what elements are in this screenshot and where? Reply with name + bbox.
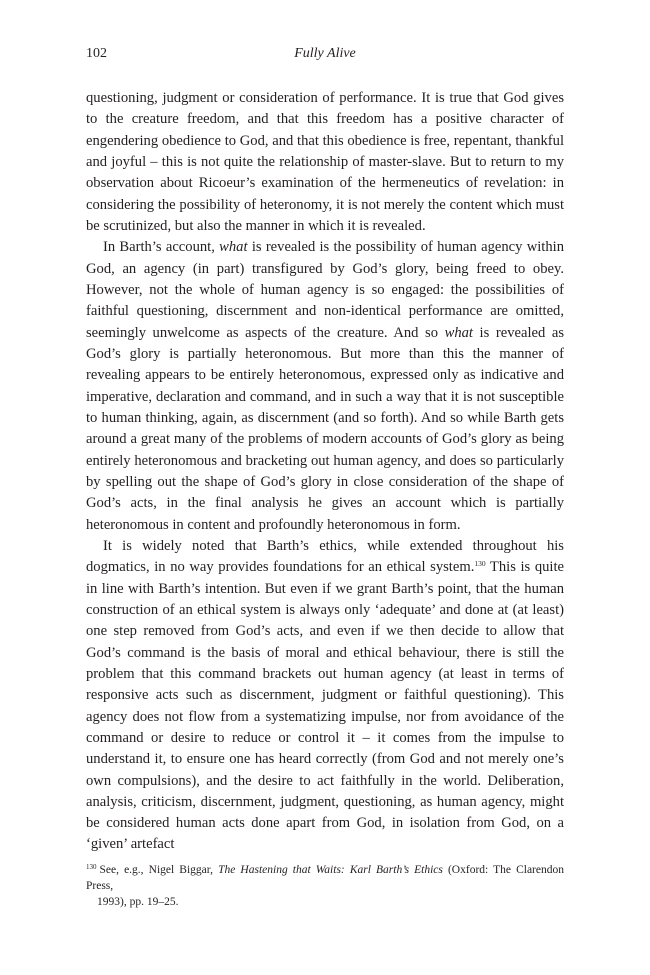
emphasis-what: what bbox=[444, 324, 473, 341]
paragraph-3-text-b: This is quite in line with Barth’s intention. But even if we grant Barth’s point, that the human construction of an ethical system is always only ‘adequate’ and done at (at least) one step removed from God’s acts, and even if we then decide to allow that God’s command is the basis of moral and ethical behaviour, there is still the problem that this command brackets out human agency (at least in terms of responsive acts such as discernment, judgment or faithful questioning). This agency does not flow from a systematizing impulse, nor from avoidance of the command or desire to reduce or control it – it comes from the impulse to understand it, to ensure one has heard correctly (from God and not merely one’s own compulsions), and the desire to act faithfully in the world. Deliberation, analysis, criticism, discernment, judgment, questioning, as human agency, might be considered human acts done apart from God, in isolation from God, on a ‘given’ artefact bbox=[86, 559, 564, 853]
paragraph-2-text-b: is revealed is the possibility of human agency within God, an agency (in part) transfigured by God’s glory, being freed to obey. However, not the whole of human agency is so engaged: the possibilities of faithful questioning, discernment and non-identical performance are omitted, seemingly unwelcome as aspects of the creature. And so bbox=[86, 239, 564, 341]
paragraph-2-text-c: is revealed as God’s glory is partially heteronomous. But more than this the manner of revealing appears to be entirely heteronomous, expressed only as indicative and imperative, declaration and command, and in such a way that it is not susceptible to human thinking, again, as discernment (and so forth). And so while Barth gets around a great many of the problems of modern accounts of God’s glory as being entirely heteronomous and bracketing out human agency, and does so particularly by spelling out the shape of God’s glory in close consideration of the shape of God’s acts, in the final analysis he gives an account which is partially heteronomous in content and profoundly heteronomous in form. bbox=[86, 324, 564, 533]
footnote-reference[interactable]: 130 bbox=[474, 559, 486, 569]
footnote-text-c: 1993), pp. 19–25. bbox=[97, 896, 179, 908]
paragraph-3-text-a: It is widely noted that Barth’s ethics, while extended throughout his dogmatics, in no way provides foundations for an ethical system. bbox=[86, 537, 564, 576]
emphasis-what: what bbox=[219, 239, 248, 256]
page-number: 102 bbox=[86, 46, 107, 61]
paragraph-2-text-a: In Barth’s account, bbox=[103, 239, 220, 256]
running-head bbox=[86, 46, 564, 64]
paragraph-3 bbox=[86, 536, 564, 856]
footnote-text-b: (Oxford: The Clarendon Press, bbox=[86, 864, 564, 892]
paragraph-2 bbox=[86, 237, 564, 536]
body-text bbox=[86, 88, 564, 856]
footnote-book-title: The Hastening that Waits: Karl Barth’s Ethics bbox=[218, 864, 443, 876]
paragraph-1 bbox=[86, 88, 564, 237]
paragraph-1-text: questioning, judgment or consideration of performance. It is true that God gives to the creature freedom, and that this freedom has a positive character of engendering obedience to God, and that this obedience is free, repentant, thankful and joyful – this is not quite the relationship of master-slave. But to return to my observation about Ricoeur’s examination of the hermeneutics of revelation: in considering the possibility of heteronomy, it is not merely the content which must be scrutinized, but also the manner in which it is revealed. bbox=[86, 90, 564, 234]
footnote-number: 130 bbox=[86, 863, 97, 871]
footnote-text-a: See, e.g., Nigel Biggar, bbox=[99, 864, 219, 876]
running-title: Fully Alive bbox=[294, 46, 356, 61]
footnote bbox=[86, 862, 564, 910]
